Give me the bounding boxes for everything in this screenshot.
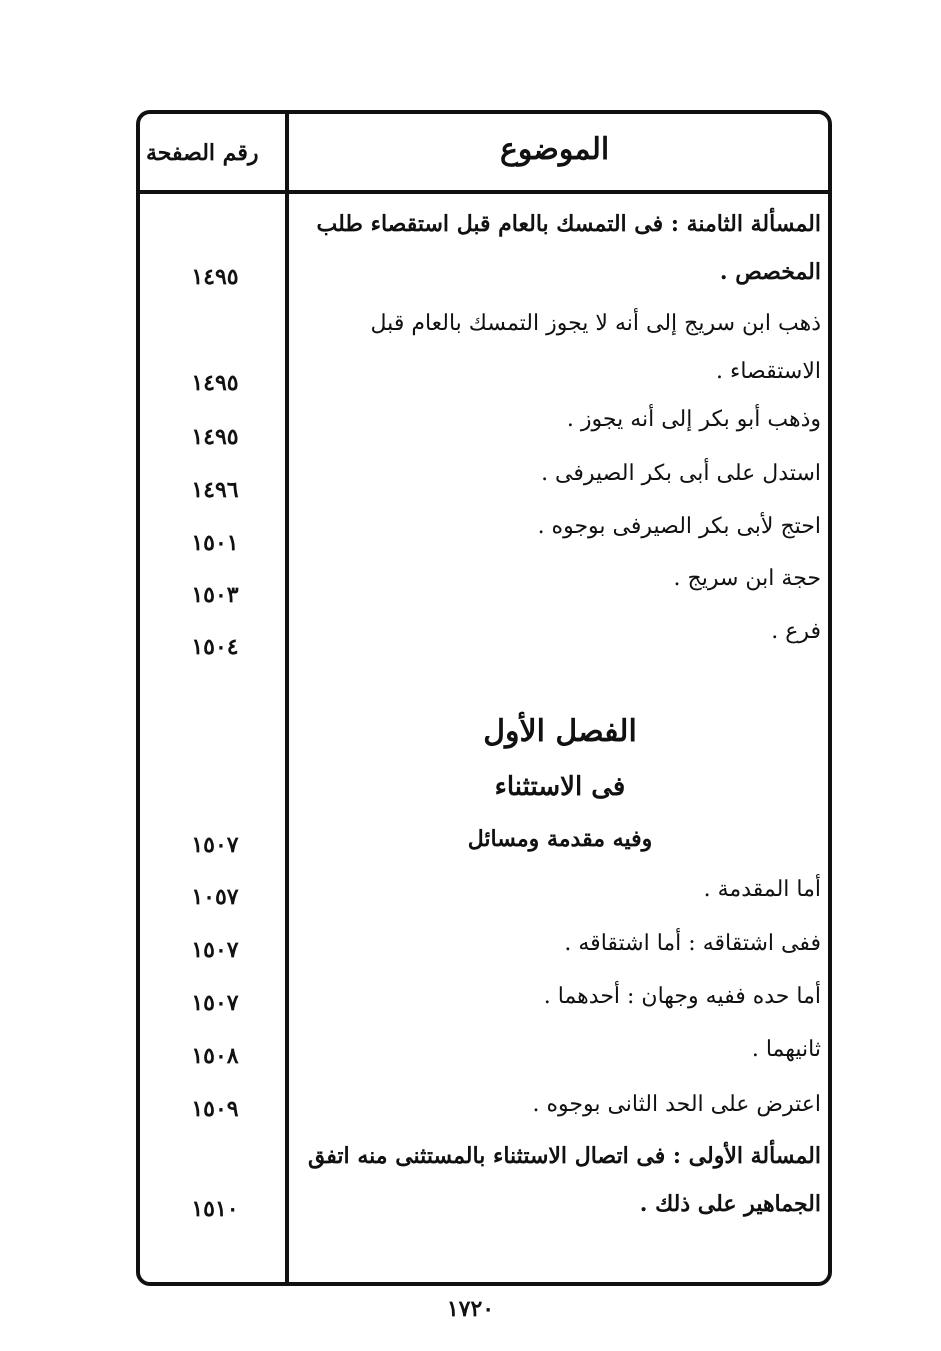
entry-text: المسألة الأولى : فى اتصال الاستثناء بالمستثنى منه اتفق الجماهير على ذلك .: [307, 1143, 821, 1217]
entry-text: فرع .: [771, 619, 821, 644]
chapter-subtitle: فى الاستثناء: [494, 772, 626, 802]
entry-text: اعترض على الحد الثانى بوجوه .: [532, 1092, 821, 1117]
entry-text: أما حده ففيه وجهان : أحدهما .: [543, 984, 821, 1009]
entry-page: ١٥٠٣: [191, 582, 239, 608]
header-divider: [140, 190, 828, 194]
entry-text: استدل على أبى بكر الصيرفى .: [541, 461, 821, 486]
entry-page: ١٥٠٧: [191, 832, 239, 858]
entry-page: ١٤٩٥: [191, 264, 239, 290]
entry-page: ١٥٠١: [191, 530, 239, 556]
entry-page: ١٥٠٩: [191, 1096, 239, 1122]
entry-page: ١٥٠٧: [191, 990, 239, 1016]
column-divider: [285, 114, 289, 1282]
entry-page: ١٥١٠: [191, 1196, 239, 1222]
entry-page: ١٤٩٥: [191, 424, 239, 450]
entry-text: وذهب أبو بكر إلى أنه يجوز .: [566, 407, 821, 432]
entry-page: ١٤٩٥: [191, 370, 239, 396]
entry-page: ١٥٠٤: [191, 634, 239, 660]
folio-number: ١٧٢٠: [446, 1296, 495, 1322]
entry-text: حجة ابن سريج .: [673, 566, 821, 591]
entry-text: ذهب ابن سريج إلى أنه لا يجوز التمسك بالعام قبل الاستقصاء .: [370, 311, 821, 384]
entry-text: أما المقدمة .: [703, 877, 821, 902]
page-number-header: رقم الصفحة: [146, 140, 259, 166]
entry-page: ١٥٠٨: [191, 1043, 239, 1069]
entry-text: المسألة الثامنة : فى التمسك بالعام قبل استقصاء طلب المخصص .: [316, 211, 821, 285]
entry-page: ١٠٥٧: [191, 884, 239, 910]
entry-text: ثانيهما .: [751, 1037, 821, 1062]
chapter-title: الفصل الأول: [483, 714, 637, 749]
entry-text: ففى اشتقاقه : أما اشتقاقه .: [564, 931, 821, 956]
entry-text: احتج لأبى بكر الصيرفى بوجوه .: [537, 514, 821, 539]
topic-header: الموضوع: [500, 132, 610, 167]
entry-page: ١٤٩٦: [191, 477, 239, 503]
chapter-intro: وفيه مقدمة ومسائل: [467, 826, 653, 852]
entry-page: ١٥٠٧: [191, 937, 239, 963]
